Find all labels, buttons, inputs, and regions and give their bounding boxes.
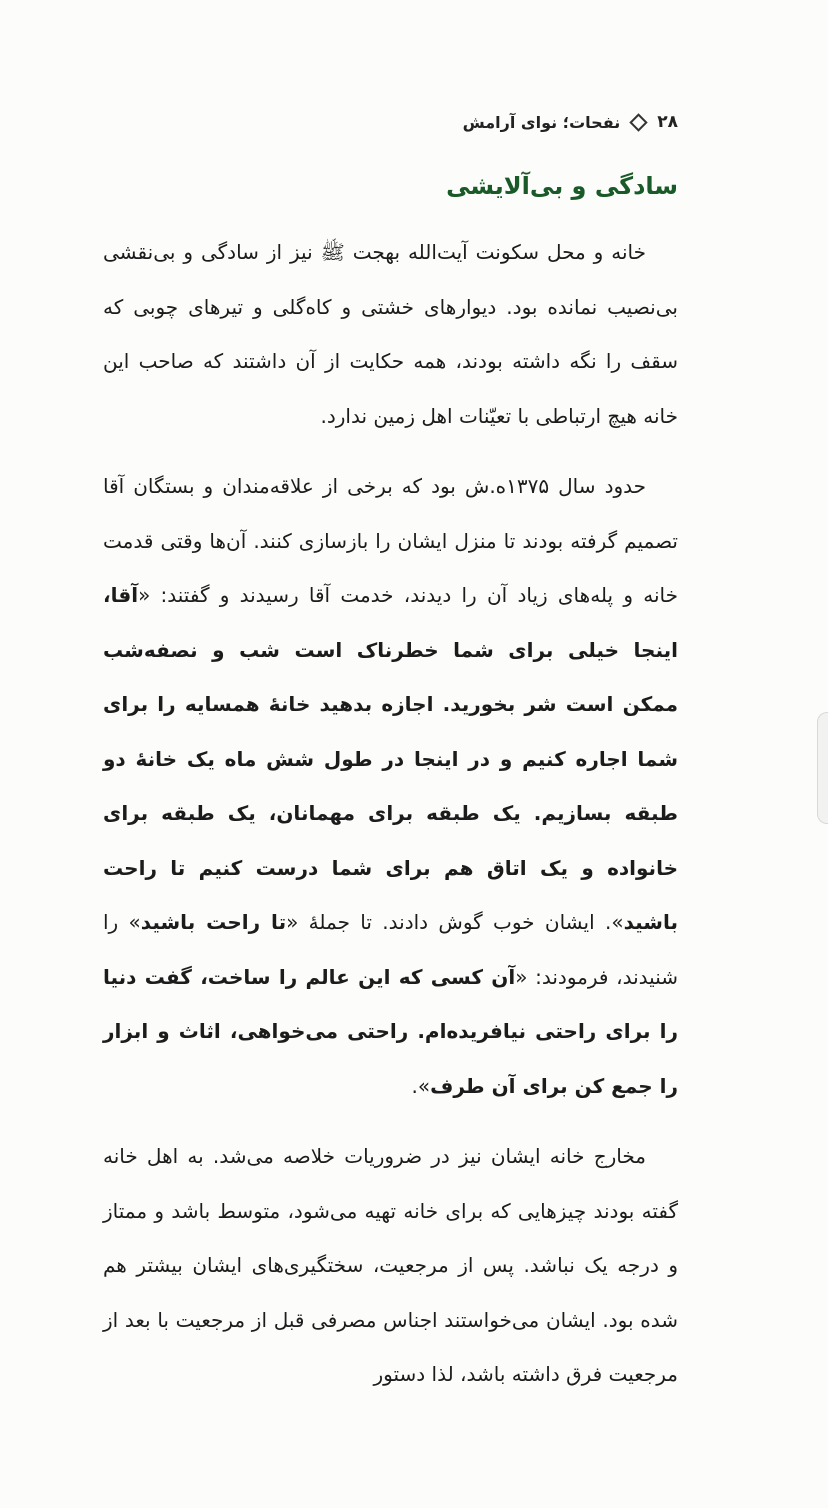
- paragraph-2-text-1: حدود سال ۱۳۷۵ه.ش بود که برخی از علاقه‌مندان و بستگان آقا تصمیم گرفته بودند تا منزل ایشان را بازسازی کنند. آن‌ها وقتی قدمت خانه و پله‌های زیاد آن را دیدند، خدمت آقا رسیدند و گفتند: «: [103, 474, 678, 607]
- paragraph-3: مخارج خانه ایشان نیز در ضروریات خلاصه می‌شد. به اهل خانه گفته بودند چیزهایی که برای خانه تهیه می‌شود، متوسط باشد و ممتاز و درجه یک نباشد. پس از مرجعیت، سختگیری‌های ایشان بیشتر هم شده بود. ایشان می‌خواستند اجناس مصرفی قبل از مرجعیت با بعد از مرجعیت فرق داشته باشد، لذا دستور: [103, 1144, 678, 1386]
- paragraph-2: [103, 459, 678, 1113]
- page-edge-mark: [817, 712, 828, 824]
- paragraph-2-text-4: ».: [411, 1073, 431, 1098]
- section-title: سادگی و بی‌آلایشی: [446, 172, 678, 200]
- book-title: نفحات؛ نوای آرامش: [462, 112, 621, 132]
- diamond-icon: [630, 113, 648, 131]
- quote-bold-1: آقا، اینجا خیلی برای شما خطرناک است شب و نصفه‌شب ممکن است شر بخورید. اجازه بدهید خانهٔ همسایه را برای شما اجاره کنیم و در اینجا در طول شش ماه یک خانهٔ دو طبقه بسازیم. یک طبقه برای مهمانان، یک طبقه برای خانواده و یک اتاق هم برای شما درست کنیم تا راحت باشید: [103, 583, 678, 934]
- body-text: [103, 225, 678, 1402]
- quote-bold-3: آن کسی که این عالم را ساخت، گفت دنیا را برای راحتی نیافریده‌ام. راحتی می‌خواهی، اثاث و ابزار را جمع کن برای آن طرف: [103, 964, 678, 1098]
- page-number: ۲۸: [657, 112, 678, 132]
- quote-bold-2: تا راحت باشید: [140, 910, 287, 934]
- paragraph-1: خانه و محل سکونت آیت‌الله بهجت ﷺ نیز از سادگی و بی‌نقشی بی‌نصیب نمانده بود. دیوارهای خشتی و کاه‌گلی و تیرهای چوبی که سقف را نگه داشته بودند، همه حکایت از آن داشتند که صاحب این خانه هیچ ارتباطی با تعیّنات اهل زمین ندارد.: [103, 240, 678, 428]
- paragraph-2-text-2: ». ایشان خوب گوش دادند. تا جملهٔ «: [286, 910, 624, 934]
- paragraph-2-text-3: » را شنیدند، فرمودند: «: [103, 910, 678, 989]
- running-header: [463, 112, 678, 132]
